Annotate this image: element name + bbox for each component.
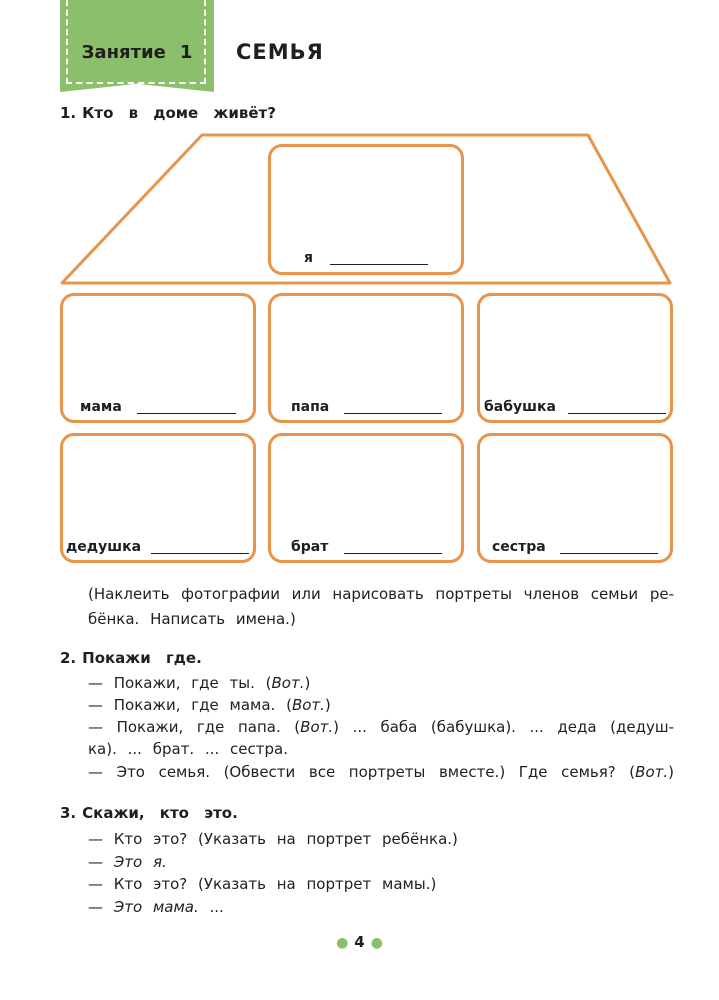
task3-line3: — Кто это? (Указать на портрет мамы.)	[88, 875, 437, 893]
task2-line2	[88, 694, 331, 716]
task2-line2-answer: Вот.	[291, 696, 325, 714]
task3-heading	[60, 804, 238, 822]
name-line-papa[interactable]	[344, 413, 442, 414]
task2-line1-end: )	[304, 674, 311, 692]
task2-heading	[60, 649, 202, 667]
task2-line5	[88, 761, 674, 783]
task2-line2-end: )	[324, 696, 331, 714]
task2-line5-end: )	[668, 763, 674, 781]
task2-line4: ка). ... брат. ... сестра.	[88, 740, 288, 758]
lesson-title: СЕМЬЯ	[236, 40, 324, 64]
task3-line4-answer: Это мама.	[113, 898, 199, 916]
box-label-sestra: сестра	[492, 539, 546, 555]
photo-box-me[interactable]	[268, 144, 464, 275]
lesson-word: Занятие	[81, 42, 166, 63]
task3-line2-dash: —	[88, 853, 114, 871]
box-label-papa: папа	[291, 399, 330, 415]
task3-line2-answer: Это я.	[113, 853, 167, 871]
task3-line2	[88, 851, 167, 873]
task2-line3-text: — Покажи, где папа. (	[88, 718, 301, 736]
box-label-babushka: бабушка	[484, 399, 556, 415]
task2-line1-text: — Покажи, где ты. (	[88, 674, 272, 692]
task1-note-line1: (Наклеить фотографии или нарисовать портреты членов семьи ре-	[88, 585, 674, 603]
task3-line4-dash: —	[88, 898, 114, 916]
task2-line5-answer: Вот.	[635, 763, 669, 781]
task3-line4-end: ...	[198, 898, 224, 916]
name-line-brat[interactable]	[344, 553, 442, 554]
lesson-number: 1	[179, 42, 193, 63]
name-line-babushka[interactable]	[568, 413, 666, 414]
task2-line3-end: ) ... баба (бабушка). ... деда (дедуш-	[333, 718, 674, 736]
name-line-sestra[interactable]	[560, 553, 658, 554]
box-label-mama: мама	[80, 399, 122, 415]
name-line-dedushka[interactable]	[151, 553, 249, 554]
task3-number: 3.	[60, 804, 77, 822]
task2-number: 2.	[60, 649, 77, 667]
task2-line3	[88, 716, 674, 738]
task2-line2-text: — Покажи, где мама. (	[88, 696, 292, 714]
page-number-value: 4	[354, 933, 365, 951]
task3-line4	[88, 896, 224, 918]
box-label-me: я	[304, 250, 313, 266]
task2-line5-text: — Это семья. (Обвести все портреты вместе.) Где семья? (	[88, 763, 636, 781]
page-number	[0, 933, 719, 951]
task2-line1-answer: Вот.	[271, 674, 305, 692]
task3-title: Скажи, кто это.	[82, 804, 238, 822]
task2-line1	[88, 672, 310, 694]
task3-line1: — Кто это? (Указать на портрет ребёнка.)	[88, 830, 458, 848]
name-line-me[interactable]	[330, 264, 428, 265]
task1-note-line2: бёнка. Написать имена.)	[88, 610, 296, 628]
task2-title: Покажи где.	[82, 649, 202, 667]
task1-title: Кто в доме живёт?	[82, 104, 276, 122]
box-label-brat: брат	[291, 539, 329, 555]
name-line-mama[interactable]	[137, 413, 236, 414]
box-label-dedushka: дедушка	[66, 539, 142, 555]
dot-right-icon: ●	[370, 935, 383, 951]
task2-line3-answer: Вот.	[300, 718, 334, 736]
task1-number: 1.	[60, 104, 77, 122]
dot-left-icon: ●	[336, 935, 349, 951]
